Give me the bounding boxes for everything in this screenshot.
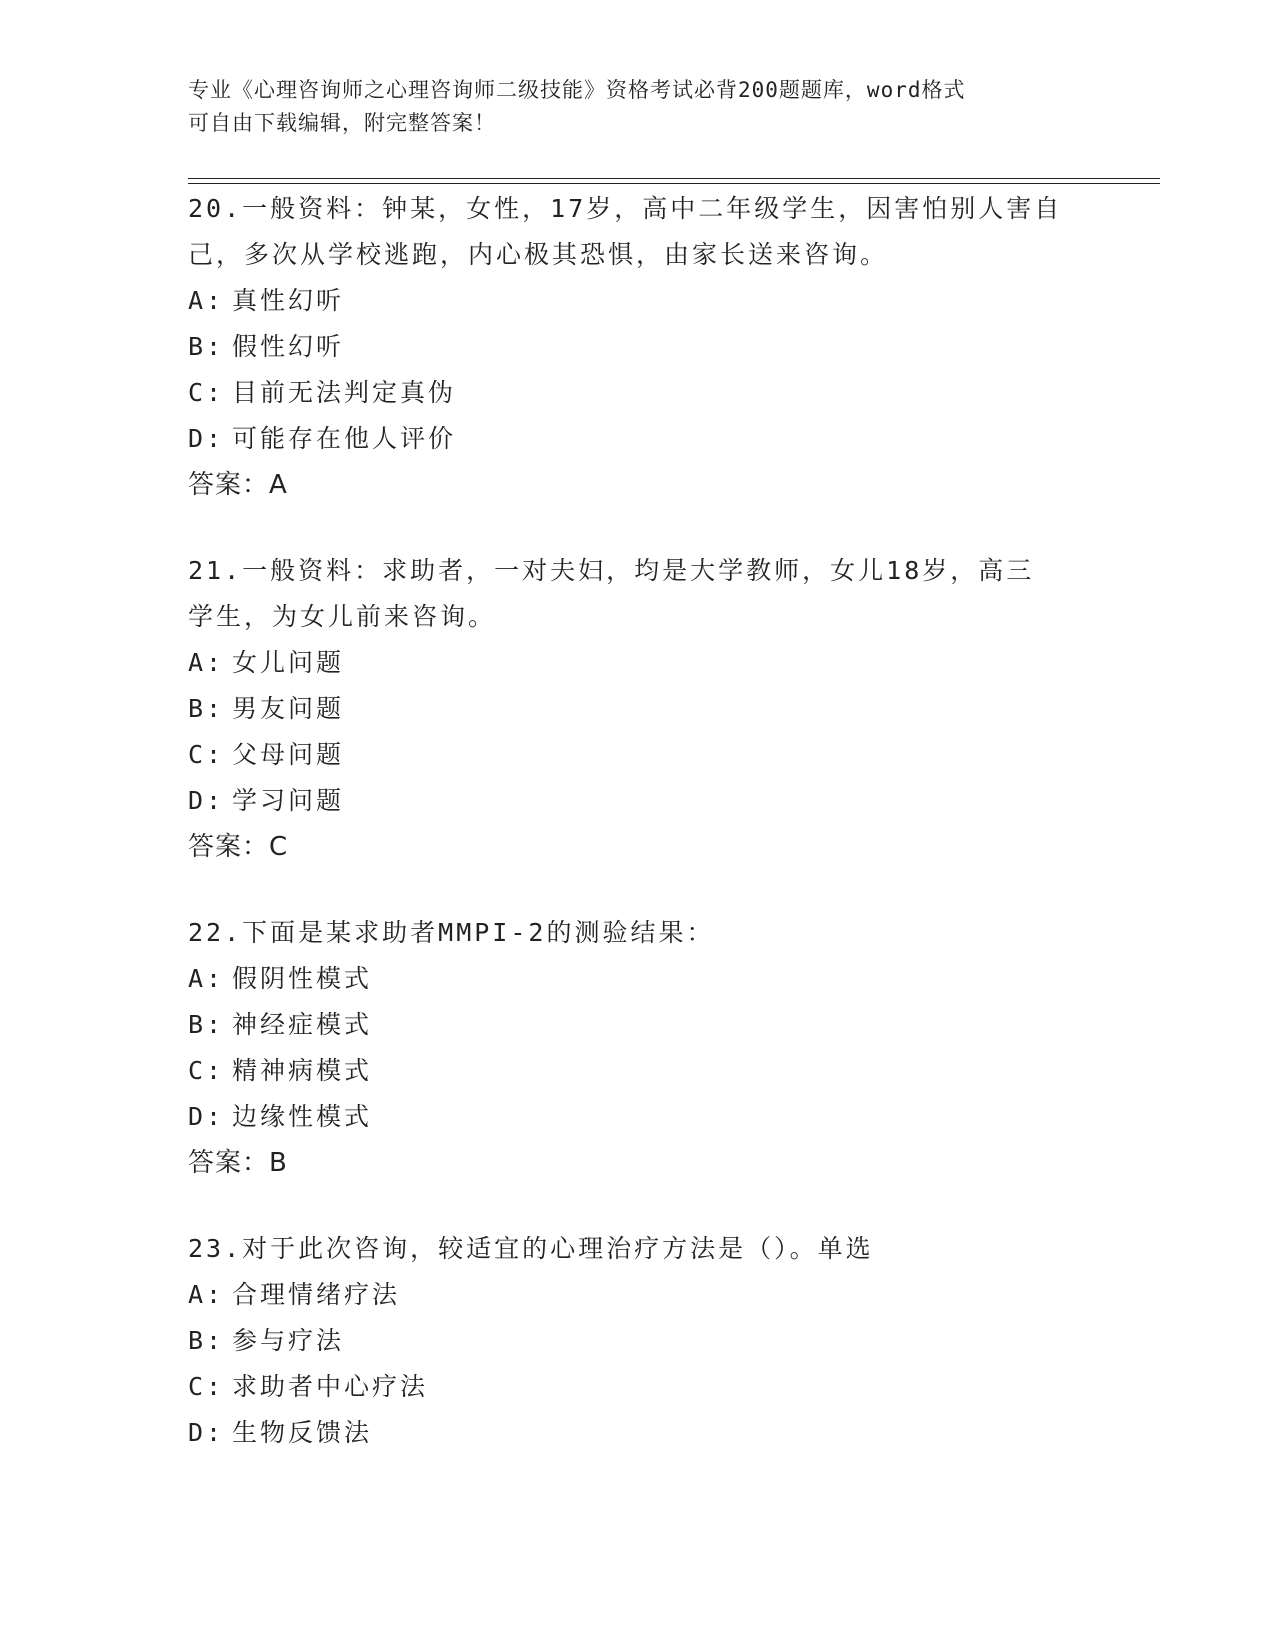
option-letter: D: bbox=[188, 786, 225, 815]
option-text: 生物反馈法 bbox=[232, 1418, 373, 1447]
option-letter: C: bbox=[188, 740, 225, 769]
option-text: 学习问题 bbox=[232, 786, 345, 815]
option-letter: D: bbox=[188, 424, 225, 453]
document-header bbox=[188, 74, 1088, 140]
option-letter: A: bbox=[188, 1280, 225, 1309]
question-line: 20.一般资料：钟某，女性，17岁，高中二年级学生，因害怕别人害自 bbox=[188, 194, 1063, 223]
option-text: 边缘性模式 bbox=[232, 1102, 373, 1131]
option-c bbox=[188, 1048, 1108, 1094]
option-text: 假阴性模式 bbox=[232, 964, 373, 993]
option-letter: C: bbox=[188, 378, 225, 407]
option-text: 父母问题 bbox=[232, 740, 345, 769]
option-letter: B: bbox=[188, 694, 225, 723]
option-a bbox=[188, 640, 1108, 686]
option-a bbox=[188, 1272, 1108, 1318]
option-letter: B: bbox=[188, 332, 225, 361]
answer-text: 答案：B bbox=[188, 1148, 288, 1178]
option-d bbox=[188, 416, 1108, 462]
option-c bbox=[188, 732, 1108, 778]
option-b bbox=[188, 1002, 1108, 1048]
option-letter: C: bbox=[188, 1056, 225, 1085]
option-d bbox=[188, 778, 1108, 824]
question-text bbox=[188, 1226, 1108, 1272]
header-divider bbox=[188, 178, 1160, 179]
option-letter: D: bbox=[188, 1418, 225, 1447]
question-line: 23.对于此次咨询，较适宜的心理治疗方法是（）。单选 bbox=[188, 1234, 874, 1263]
option-letter: B: bbox=[188, 1010, 225, 1039]
answer-text: 答案：C bbox=[188, 832, 289, 862]
option-a bbox=[188, 278, 1108, 324]
option-text: 可能存在他人评价 bbox=[232, 424, 457, 453]
question-line: 学生，为女儿前来咨询。 bbox=[188, 602, 497, 631]
answer-text: 答案：A bbox=[188, 470, 288, 500]
option-a bbox=[188, 956, 1108, 1002]
option-c bbox=[188, 1364, 1108, 1410]
question-23 bbox=[188, 1226, 1108, 1456]
question-text bbox=[188, 910, 1108, 956]
header-divider bbox=[188, 183, 1160, 184]
option-b bbox=[188, 686, 1108, 732]
header-line: 可自由下载编辑，附完整答案！ bbox=[188, 111, 496, 135]
option-text: 神经症模式 bbox=[232, 1010, 373, 1039]
question-20 bbox=[188, 186, 1108, 508]
question-line: 21.一般资料：求助者，一对夫妇，均是大学教师，女儿18岁，高三 bbox=[188, 556, 1035, 585]
question-21 bbox=[188, 548, 1108, 870]
option-text: 目前无法判定真伪 bbox=[232, 378, 457, 407]
option-letter: A: bbox=[188, 964, 225, 993]
option-text: 男友问题 bbox=[232, 694, 345, 723]
question-line: 己，多次从学校逃跑，内心极其恐惧，由家长送来咨询。 bbox=[188, 240, 889, 269]
option-text: 参与疗法 bbox=[232, 1326, 345, 1355]
header-line: 专业《心理咨询师之心理咨询师二级技能》资格考试必背200题题库，word格式 bbox=[188, 78, 966, 102]
question-line: 22.下面是某求助者MMPI-2的测验结果： bbox=[188, 918, 715, 947]
option-b bbox=[188, 324, 1108, 370]
option-c bbox=[188, 370, 1108, 416]
option-letter: A: bbox=[188, 286, 225, 315]
question-22 bbox=[188, 910, 1108, 1186]
option-b bbox=[188, 1318, 1108, 1364]
option-text: 女儿问题 bbox=[232, 648, 345, 677]
option-text: 精神病模式 bbox=[232, 1056, 373, 1085]
option-d bbox=[188, 1410, 1108, 1456]
option-d bbox=[188, 1094, 1108, 1140]
option-letter: C: bbox=[188, 1372, 225, 1401]
option-text: 求助者中心疗法 bbox=[232, 1372, 429, 1401]
option-letter: B: bbox=[188, 1326, 225, 1355]
question-text bbox=[188, 186, 1108, 278]
option-text: 合理情绪疗法 bbox=[232, 1280, 401, 1309]
option-text: 假性幻听 bbox=[232, 332, 345, 361]
question-text bbox=[188, 548, 1108, 640]
option-text: 真性幻听 bbox=[232, 286, 345, 315]
option-letter: A: bbox=[188, 648, 225, 677]
option-letter: D: bbox=[188, 1102, 225, 1131]
